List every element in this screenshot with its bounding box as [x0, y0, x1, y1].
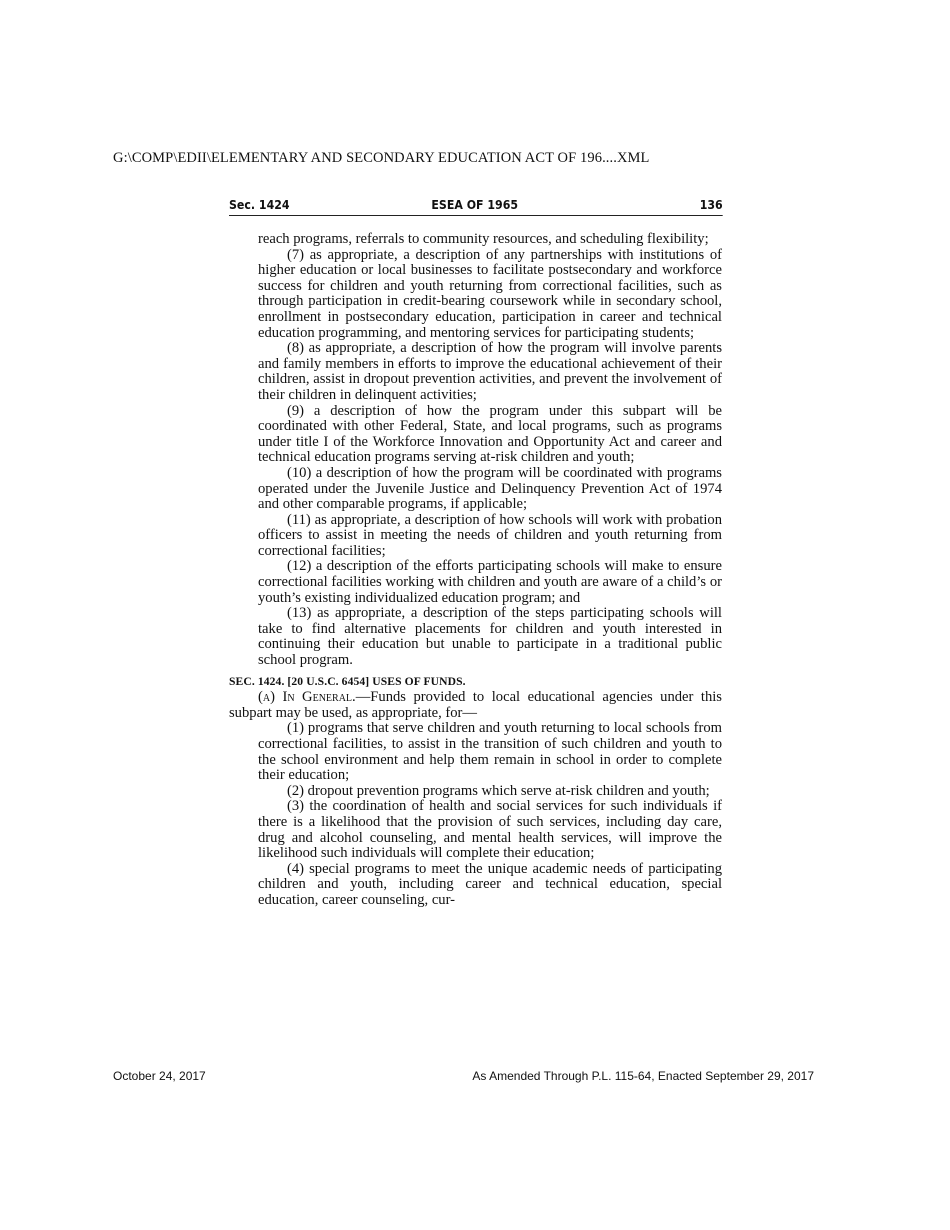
paragraph-10: (10) a description of how the program will be coordinated with programs operated under the Juvenile Justice and Delinquency Prevention Act of 1974 and other comparable programs, if applicable; — [258, 464, 722, 513]
use-4: (4) special programs to meet the unique academic needs of participating children and youth, including career and technical education, special education, career counseling, cur- — [258, 860, 722, 908]
section-heading: SEC. 1424. [20 U.S.C. 6454] USES OF FUNDS. — [229, 674, 466, 688]
uses-list — [229, 721, 722, 908]
use-1: (1) programs that serve children and youth returning to local schools from correctional facilities, to assist in the transition of such children and youth to the school environment and help them remain in school in order to complete their education; — [258, 720, 722, 784]
subsection-a-label: (a) In General. — [258, 689, 356, 706]
paragraph-list — [229, 232, 722, 669]
document-body — [229, 232, 722, 909]
paragraph-13: (13) as appropriate, a description of the steps participating schools will take to find alternative placements for children and youth interested in continuing their education but unable to participate in a traditional public school program. — [258, 605, 722, 669]
use-2: (2) dropout prevention programs which serve at-risk children and youth; — [287, 782, 710, 799]
file-path: G:\COMP\EDII\ELEMENTARY AND SECONDARY EDUCATION ACT OF 196....XML — [113, 150, 650, 166]
footer-date: October 24, 2017 — [113, 1069, 206, 1083]
paragraph-9: (9) a description of how the program under this subpart will be coordinated with other Federal, State, and local programs, such as programs under title I of the Workforce Innovation and Opportunity Act and career and technical education programs serving at-risk children and youth; — [258, 402, 722, 466]
paragraph-11: (11) as appropriate, a description of how schools will work with probation officers to assist in meeting the needs of children and youth returning from correctional facilities; — [258, 511, 722, 559]
paragraph-continuation: reach programs, referrals to community resources, and scheduling flexibility; — [258, 231, 709, 247]
footer-amended: As Amended Through P.L. 115-64, Enacted September 29, 2017 — [472, 1069, 814, 1083]
section-number: Sec. 1424 — [229, 197, 290, 212]
paragraph-12: (12) a description of the efforts participating schools will make to ensure correctional facilities working with children and youth are aware of a child’s or youth’s existing individualized education program; and — [258, 558, 722, 606]
act-title: ESEA OF 1965 — [431, 197, 519, 212]
page-number: 136 — [699, 197, 723, 212]
subsection-a-text: —Funds provided to local educational agencies under this subpart may be used, as appropriate, for— — [229, 689, 722, 721]
paragraph-7: (7) as appropriate, a description of any partnerships with institutions of higher education or local businesses to facilitate postsecondary and workforce success for children and youth returning from correctional facilities, such as through participation in credit-bearing coursework while in secondary school, enrollment in postsecondary education, participation in career and technical education programming, and mentoring services for participating students; — [258, 246, 722, 341]
running-head — [229, 197, 723, 216]
use-3: (3) the coordination of health and social services for such individuals if there is a likelihood that the provision of such services, including day care, drug and alcohol counseling, and mental health services, will improve the likelihood such individuals will complete their education; — [258, 798, 722, 862]
paragraph-8: (8) as appropriate, a description of how the program will involve parents and family members in efforts to improve the educational achievement of their children, assist in dropout prevention activities, and prevent the involvement of their children in delinquent activities; — [258, 340, 722, 403]
subsection-a — [229, 690, 722, 721]
